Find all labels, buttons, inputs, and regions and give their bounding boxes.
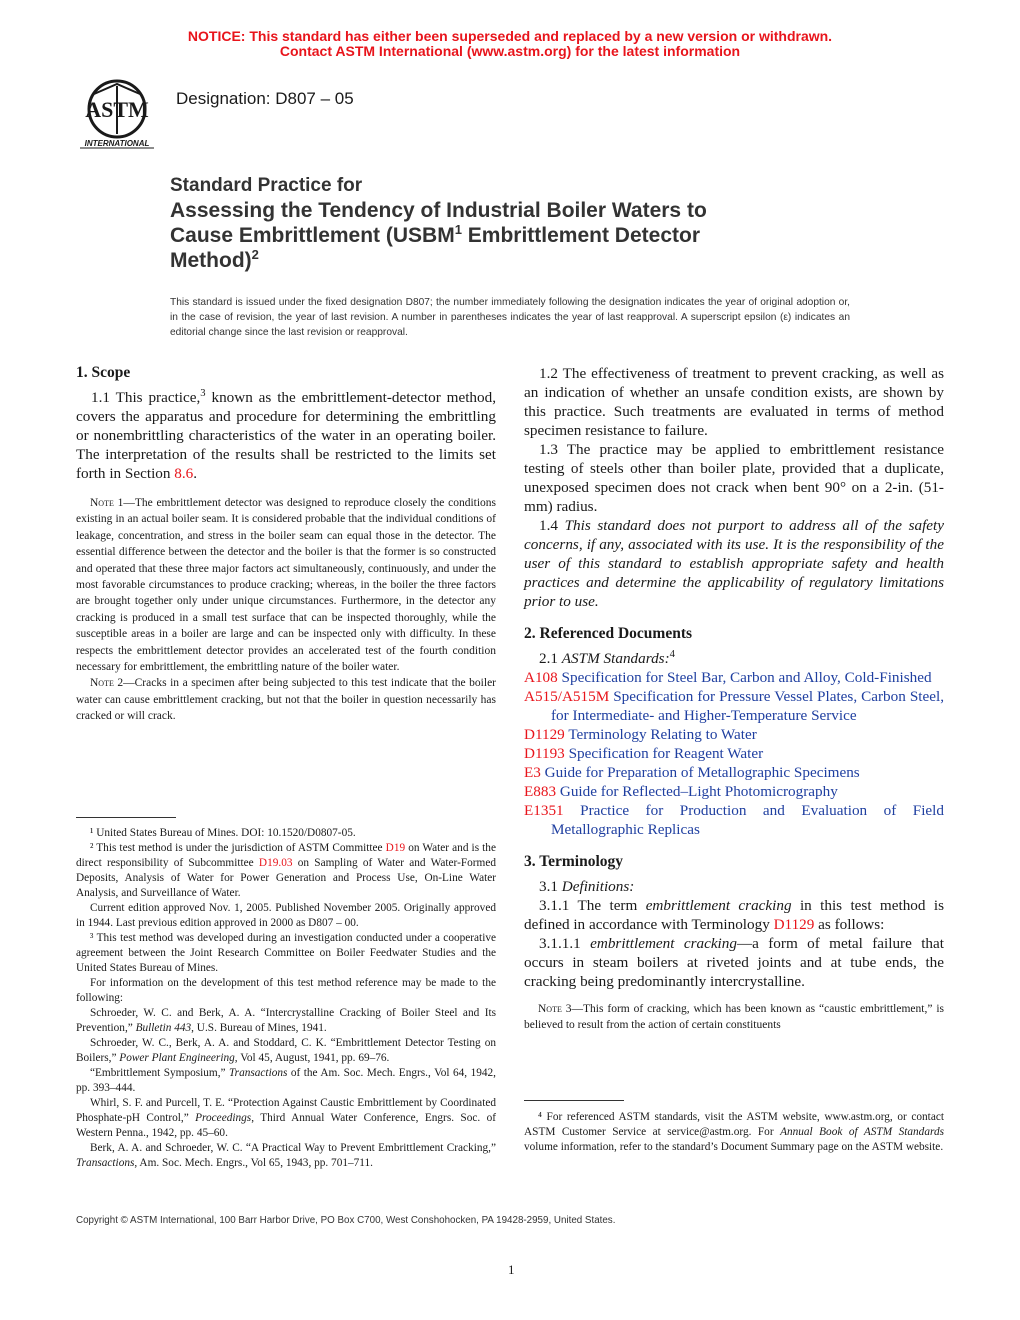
terminology-d1129-link[interactable]: D1129 xyxy=(773,916,815,933)
reference-1: Schroeder, W. C. and Berk, A. A. “Intercrystalline Cracking of Boiler Steel and Its Prevention,” Bulletin 443, U.S. Bureau of Mines, 1941. xyxy=(76,1007,496,1034)
standard-code-link[interactable]: E883 xyxy=(524,783,557,800)
logo-text: ASTM xyxy=(85,97,149,122)
right-footnotes xyxy=(524,1110,944,1155)
standard-code-link[interactable]: D1129 xyxy=(524,726,565,743)
title-line-2: Assessing the Tendency of Industrial Boiler Waters to xyxy=(170,199,707,222)
paragraph-3-1: 3.1 Definitions: xyxy=(539,878,635,895)
footnote-rule-left xyxy=(76,817,176,818)
scope-heading: 1. Scope xyxy=(76,364,131,381)
right-column xyxy=(524,364,944,1034)
subcommittee-d19-03-link[interactable]: D19.03 xyxy=(258,857,293,869)
standard-d1129 xyxy=(524,725,944,744)
notice-line-2: Contact ASTM International (www.astm.org) for the latest information xyxy=(279,43,741,59)
standard-e1351 xyxy=(524,801,944,839)
standard-title-link[interactable]: Guide for Preparation of Metallographic Specimens xyxy=(544,764,860,781)
standard-code-link[interactable]: A108 xyxy=(524,669,558,686)
standard-title-link[interactable]: Specification for Pressure Vessel Plates, Carbon Steel, for Intermediate- and Higher-Temperature Service xyxy=(551,688,944,724)
standard-code-link[interactable]: E3 xyxy=(524,764,541,781)
reference-4: Whirl, S. F. and Purcell, T. E. “Protection Against Caustic Embrittlement by Coordinated Phosphate-pH Control,” Proceedings, Third Annual Water Conference, Engrs. Soc. of Western Penna., 1942, pp. 45–60. xyxy=(76,1097,496,1139)
page-number: 1 xyxy=(508,1262,515,1277)
footnote-rule-right xyxy=(524,1100,624,1101)
standard-title-link[interactable]: Specification for Steel Bar, Carbon and Alloy, Cold-Finished xyxy=(561,669,932,686)
left-column xyxy=(76,364,496,725)
reference-3: “Embrittlement Symposium,” Transactions of the Am. Soc. Mech. Engrs., Vol 64, 1942, pp. 393–444. xyxy=(76,1067,497,1094)
standard-code-link[interactable]: A515/A515M xyxy=(524,688,610,705)
title-line-3: Cause Embrittlement (USBM$^1$ Embrittlement Detector xyxy=(170,222,700,247)
astm-logo xyxy=(72,76,162,150)
standard-d1193 xyxy=(524,744,944,763)
standard-a515 xyxy=(524,687,944,725)
paragraph-3-1-1: 3.1.1 The term embrittlement cracking in this test method is defined in accordance with Terminology D1129 as follows: xyxy=(524,897,944,933)
section-8-6-link[interactable]: 8.6 xyxy=(174,465,194,482)
title-line-4: Method)$^2$ xyxy=(170,247,259,272)
terminology-heading: 3. Terminology xyxy=(524,853,624,870)
paragraph-1-3: 1.3 The practice may be applied to embrittlement resistance testing of steels other than boiler plate, provided that a duplicate, unexposed specimen does not crack when bent 90° on a 2-in. (51-mm) radius. xyxy=(524,441,944,515)
note-1: Note 1—The embrittlement detector was designed to reproduce closely the conditions existing in an actual boiler seam. It is considered probable that the individual conditions of leakage, concentration, and stress in the boiler seam can equal those in the detector. The essential difference between the detector and the boiler is that the former is so constructed and operated that these three major factors act simultaneously, continuously, and under the most favorable circumstances to produce cracking; whereas, in the boiler the three factors are brought together only under unique circumstances. Furthermore, in the detector any cracking is produced in a small test surface that can be inspected thoroughly, while the susceptible areas in a boiler are large and can be inspected only with difficulty. In these respects the embrittlement detector provides an accelerated test of the fourth condition necessary for embrittlement, the embrittling nature of the boiler water. xyxy=(76,497,497,674)
committee-d19-link[interactable]: D19 xyxy=(385,842,406,854)
standard-title-link[interactable]: Specification for Reagent Water xyxy=(568,745,764,762)
issued-note: This standard is issued under the fixed designation D807; the number immediately following the designation indicates the year of original adoption or, in the case of revision, the year of last revision. A number in parentheses indicates the year of last reapproval. A superscript epsilon (ε) indicates an editorial change since the last revision or reapproval. xyxy=(170,297,850,338)
standard-e883 xyxy=(524,782,944,801)
standard-code-link[interactable]: D1193 xyxy=(524,745,565,762)
footnote-edition: Current edition approved Nov. 1, 2005. Published November 2005. Originally approved in 1944. Last previous edition approved in 2000 as D807 – 00. xyxy=(76,902,496,929)
document-title xyxy=(170,174,830,273)
referenced-documents-heading: 2. Referenced Documents xyxy=(524,625,693,642)
footnote-3: ³ This test method was developed during an investigation conducted under a cooperative agreement between the Joint Research Committee on Boiler Feedwater Studies and the United States Bureau of Mines. xyxy=(76,932,496,974)
title-line-1: Standard Practice for xyxy=(170,175,363,196)
reference-2: Schroeder, W. C., Berk, A. A. and Stoddard, C. K. “Embrittlement Detector Testing on Boilers,” Power Plant Engineering, Vol 45, August, 1941, pp. 69–76. xyxy=(76,1037,496,1064)
note-2: Note 2—Cracks in a specimen after being subjected to this test indicate that the boiler water can cause embrittlement cracking, but not that the boiler in question necessarily has cracked or will crack. xyxy=(76,677,497,723)
footnote-3-info: For information on the development of this test method reference may be made to the following: xyxy=(76,977,496,1004)
copyright: Copyright © ASTM International, 100 Barr Harbor Drive, PO Box C700, West Conshohocken, PA 19428-2959, United States. xyxy=(76,1215,616,1226)
standard-title-link[interactable]: Practice for Production and Evaluation of Field Metallographic Replicas xyxy=(551,802,944,838)
standard-title-link[interactable]: Terminology Relating to Water xyxy=(568,726,757,743)
paragraph-1-2: 1.2 The effectiveness of treatment to prevent cracking, as well as an indication of whether an unsafe condition exists, are shown by this practice. Such treatments are evaluated in terms of method specimen resistance to failure. xyxy=(524,365,944,439)
standard-title-link[interactable]: Guide for Reflected–Light Photomicrography xyxy=(559,783,838,800)
notice-line-1: NOTICE: This standard has either been superseded and replaced by a new version or withdrawn. xyxy=(187,28,833,44)
logo-subtext: INTERNATIONAL xyxy=(84,139,150,148)
footnote-4: ⁴ For referenced ASTM standards, visit the ASTM website, www.astm.org, or contact ASTM Customer Service at service@astm.org. For Annual Book of ASTM Standards volume information, refer to the standard’s Document Summary page on the ASTM website. xyxy=(524,1111,944,1153)
standard-code-link[interactable]: E1351 xyxy=(524,802,564,819)
paragraph-1-1: 1.1 This practice,$^3$ known as the embrittlement-detector method, covers the apparatus and procedure for determining the embrittling or nonembrittling characteristics of the water in an operating boiler. The interpretation of the results shall be restricted to the limits set forth in Section 8.6. xyxy=(76,387,496,482)
paragraph-1-4: 1.4 This standard does not purport to address all of the safety concerns, if any, associated with its use. It is the responsibility of the user of this standard to establish appropriate safety and health practices and determine the applicability of regulatory limitations prior to use. xyxy=(524,517,945,610)
footnote-2: ² This test method is under the jurisdiction of ASTM Committee D19 on Water and is the direct responsibility of Subcommittee D19.03 on Sampling of Water and Water-Formed Deposits, Analysis of Water for Power Generation and Process Use, On-Line Water Analysis, and Surveillance of Water. xyxy=(76,842,496,899)
reference-5: Berk, A. A. and Schroeder, W. C. “A Practical Way to Prevent Embrittlement Cracking,” Transactions, Am. Soc. Mech. Engrs., Vol 65, 1943, pp. 701–711. xyxy=(76,1142,496,1169)
left-footnotes xyxy=(76,826,496,1171)
footnote-1: ¹ United States Bureau of Mines. DOI: 10.1520/D0807-05. xyxy=(90,827,356,839)
note-3: Note 3—This form of cracking, which has been known as “caustic embrittlement,” is believed to result from the action of certain constituents xyxy=(524,1003,944,1032)
standard-e3 xyxy=(524,763,944,782)
paragraph-3-1-1-1: 3.1.1.1 embrittlement cracking—a form of metal failure that occurs in steam boilers at riveted joints and at tube ends, the cracking being predominantly intercrystalline. xyxy=(524,935,944,990)
paragraph-2-1: 2.1 ASTM Standards:$^4$ xyxy=(539,648,675,667)
designation: Designation: D807 – 05 xyxy=(176,89,354,108)
standard-a108 xyxy=(524,668,944,687)
